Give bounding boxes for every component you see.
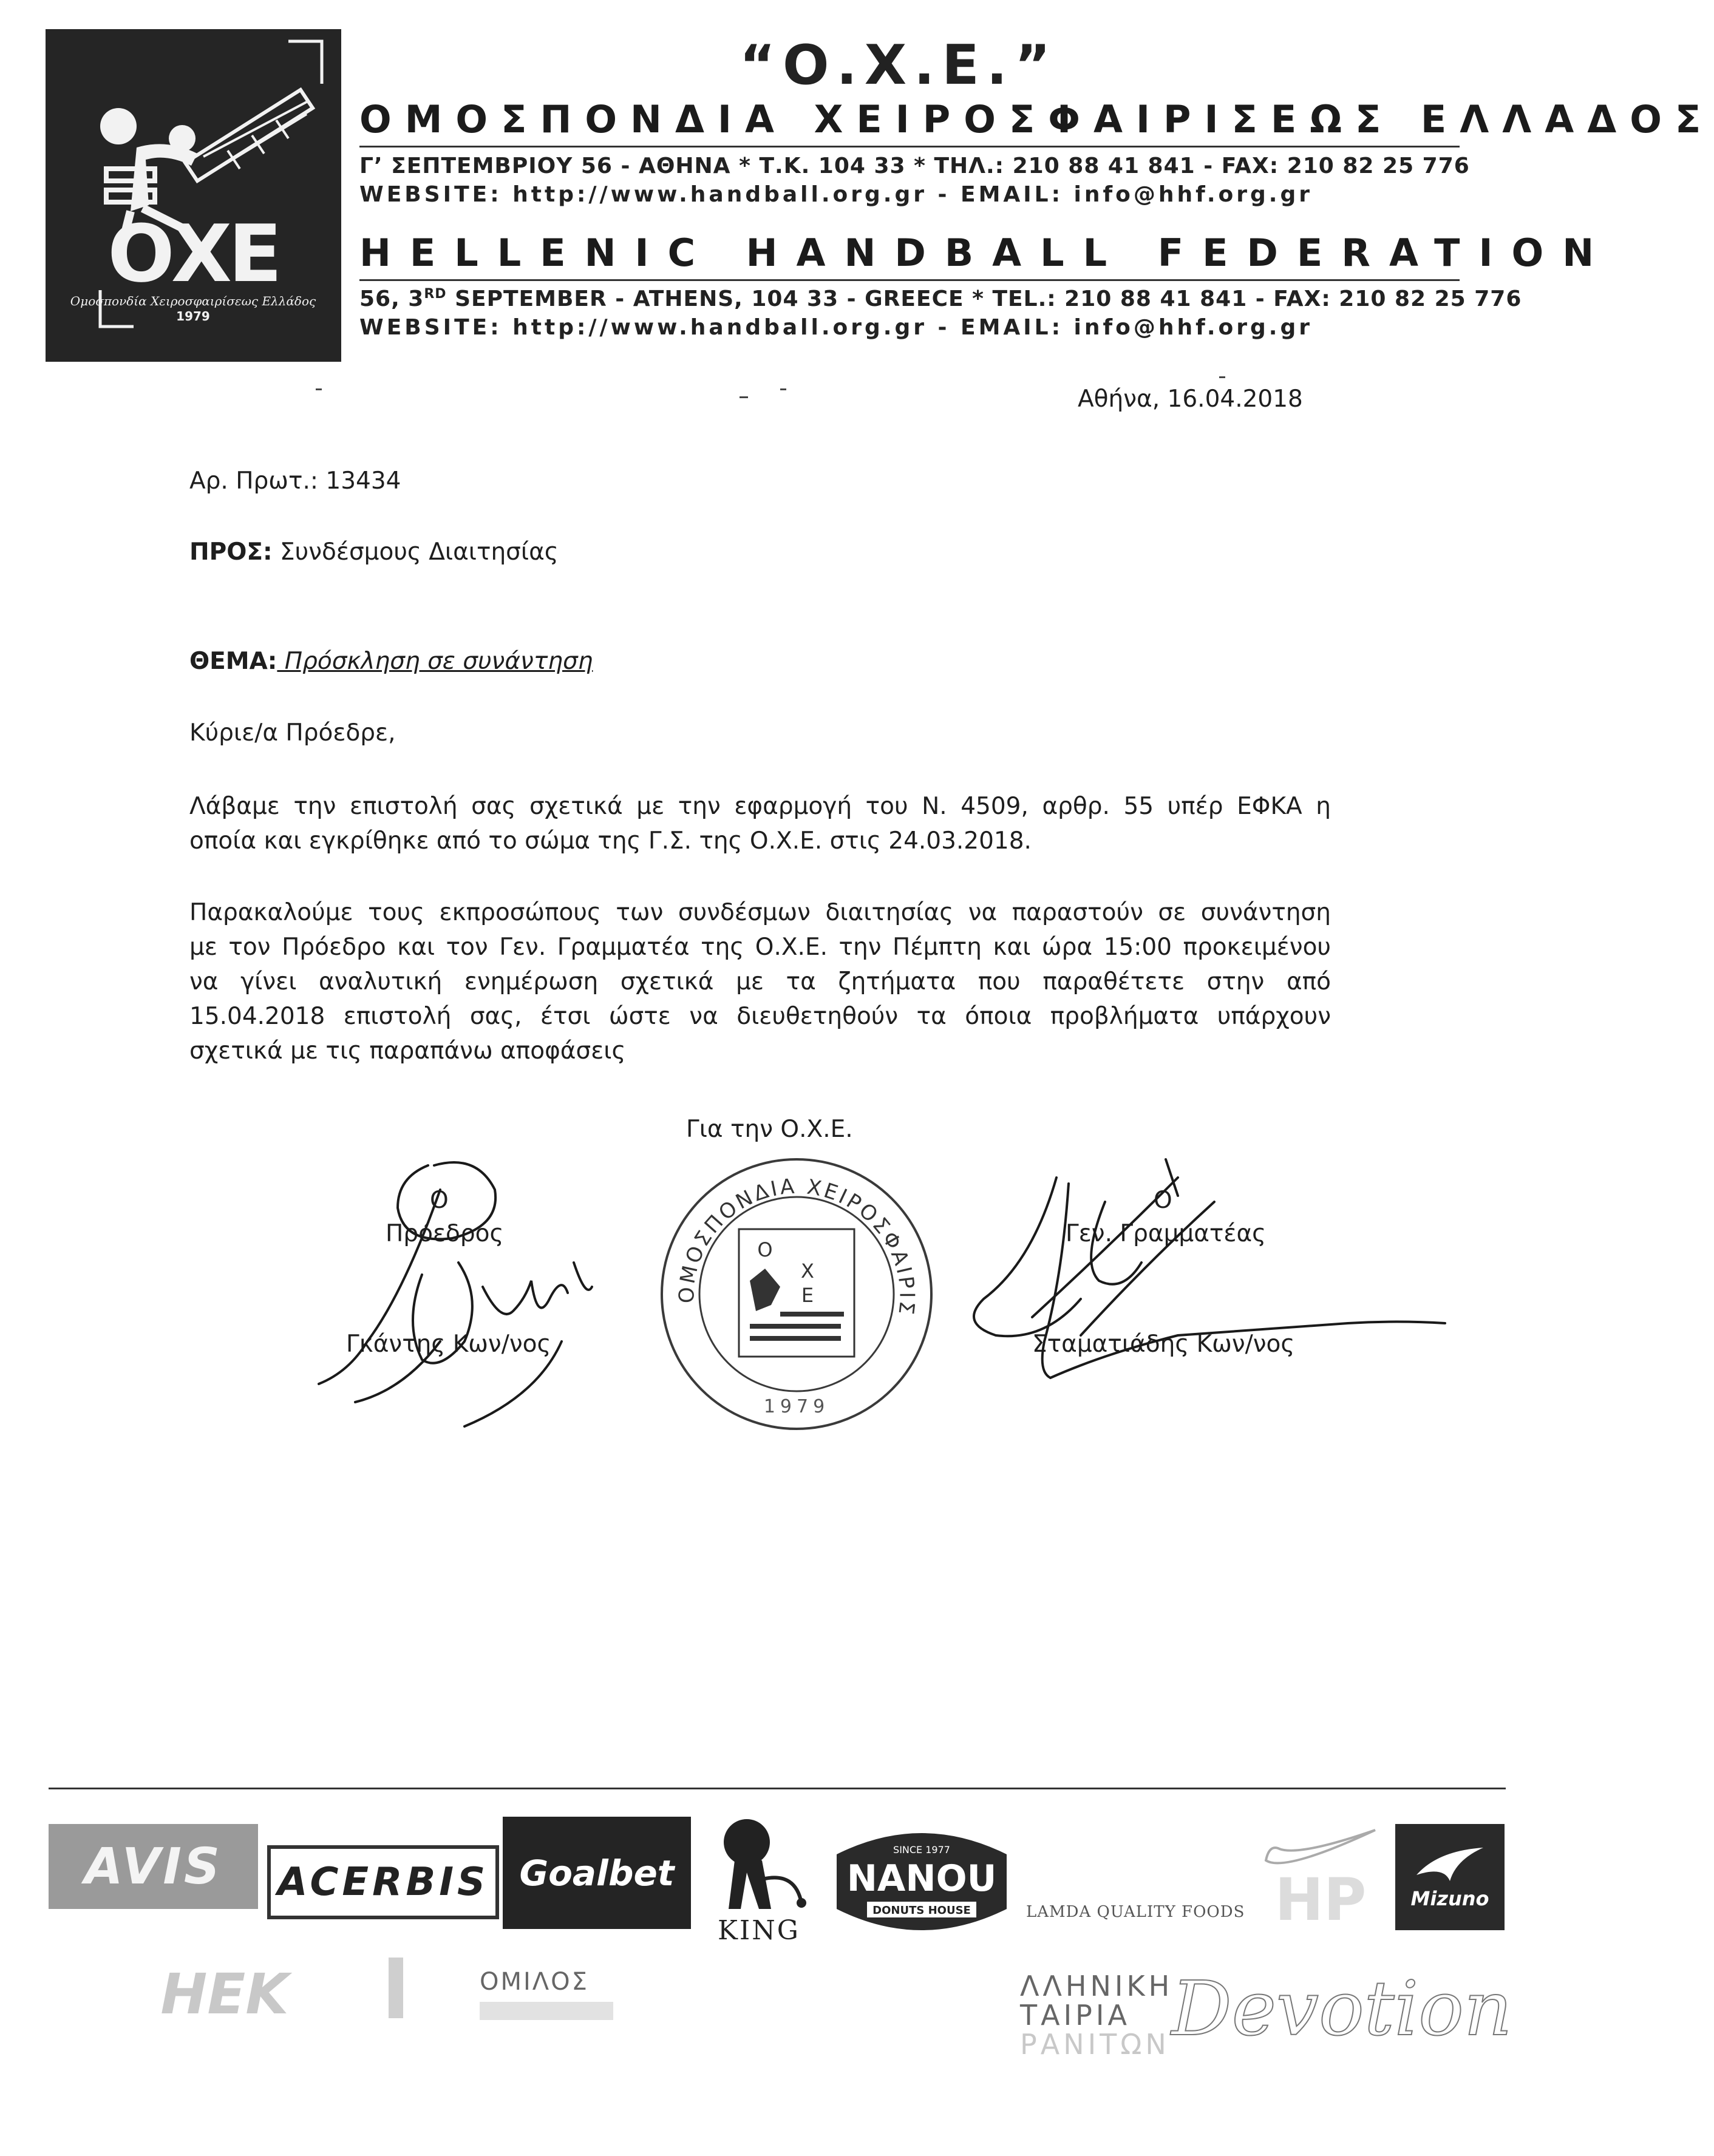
sponsor-hellenic-line: ΤΑΙΡΙΑ <box>1020 1999 1131 2032</box>
paragraph-line: με τον Πρόεδρο και τον Γεν. Γραμματέα της Ο.Χ.Ε. την Πέμπτη και ώρα 15:00 προκειμένου <box>189 934 1331 961</box>
sponsor-devotion: Devotion <box>1171 1965 1512 2053</box>
runbird-icon <box>1413 1845 1486 1887</box>
sponsor-hellenic-line: ΡΑΝΙΤΩΝ <box>1020 2028 1170 2061</box>
sponsor-king <box>704 1812 814 1951</box>
header-rule <box>359 279 1460 281</box>
address-english: 56, 3RD SEPTEMBER - ATHENS, 104 33 - GREECE * TEL.: 210 88 41 841 - FAX: 210 82 25 776 <box>359 286 1522 311</box>
sponsor-hellenic <box>1020 1970 1184 2061</box>
paragraph-acknowledgement <box>189 789 1331 858</box>
scan-speck <box>740 396 748 398</box>
president-name: Γκάντης Κων/νος <box>346 1331 551 1358</box>
org-name-english: HELLENIC HANDBALL FEDERATION <box>359 231 1613 275</box>
header-rule <box>359 146 1460 147</box>
official-stamp <box>659 1156 935 1432</box>
sponsor-omilos-faded <box>480 2002 613 2020</box>
subject-line: ΘΕΜΑ: Πρόσκληση σε συνάντηση <box>189 648 593 675</box>
salutation: Κύριε/α Πρόεδρε, <box>189 719 396 747</box>
scan-speck <box>780 388 786 390</box>
secretary-name: Σταματιάδης Κων/νος <box>1032 1331 1295 1358</box>
address-greek: Γ’ ΣΕΠΤΕΜΒΡΙΟΥ 56 - ΑΘΗΝΑ * Τ.Κ. 104 33 * ΤΗΛ.: 210 88 41 841 - FAX: 210 82 25 776 <box>359 154 1470 178</box>
sponsor-king-label: KING <box>718 1915 800 1946</box>
contact-greek: WEBSITE: http://www.handball.org.gr - EMAIL: info@hhf.org.gr <box>359 182 1313 207</box>
president-title: Πρόεδρος <box>386 1220 504 1247</box>
sponsor-nike <box>1260 1824 1381 1873</box>
paragraph-line: 15.04.2018 επιστολή σας, έτσι ώστε να διευθετηθούν τα όποια προβλήματα υπάρχουν <box>189 1003 1331 1030</box>
scan-speck <box>316 388 322 390</box>
logo-year: 1979 <box>176 309 210 324</box>
stamp-year: 1979 <box>763 1396 830 1417</box>
logo-letters: ΟΧΕ <box>107 208 279 300</box>
sponsor-hek: HEK <box>160 1961 289 2027</box>
paragraph-invitation <box>189 895 1331 1068</box>
sponsor-omilos-mark <box>389 1958 403 2018</box>
secretary-article: Ο <box>1154 1187 1172 1214</box>
sponsor-mizuno-label: Mizuno <box>1410 1886 1489 1910</box>
sponsor-omilos <box>389 1958 625 2030</box>
paragraph-line: οποία και εγκρίθηκε από το σώμα της Γ.Σ. της Ο.Χ.Ε. στις 24.03.2018. <box>189 827 1032 855</box>
contact-english: WEBSITE: http://www.handball.org.gr - EMAIL: info@hhf.org.gr <box>359 315 1313 340</box>
signature-heading: Για την Ο.Χ.Ε. <box>686 1116 853 1143</box>
recipient-line: ΠΡΟΣ: Συνδέσμους Διαιτησίας <box>189 538 559 566</box>
lion-icon <box>704 1812 814 1915</box>
org-name-greek: ΟΜΟΣΠΟΝΔΙΑ ΧΕΙΡΟΣΦΑΙΡΙΣΕΩΣ ΕΛΛΑΔΟΣ <box>359 97 1714 141</box>
sponsor-omilos-label: ΟΜΙΛΟΣ <box>480 1968 589 1996</box>
nanou-tagline: DONUTS HOUSE <box>872 1904 971 1917</box>
sponsor-nanou <box>825 1818 1019 1942</box>
paragraph-line: να γίνει αναλυτική ενημέρωση σχετικά με τα ζητήματα που παραθέτετε στην από <box>189 968 1331 995</box>
nanou-name: NANOU <box>846 1857 997 1900</box>
secretary-signature <box>923 1141 1451 1457</box>
scan-speck <box>1219 376 1225 378</box>
paragraph-line: σχετικά με τις παραπάνω αποφάσεις <box>189 1037 626 1065</box>
sponsor-lamda: LAMDA QUALITY FOODS <box>1026 1903 1245 1921</box>
sponsor-hellenic-line: ΛΛΗΝΙΚΗ <box>1020 1970 1174 2002</box>
sponsor-hp: HP <box>1274 1866 1367 1934</box>
org-short-name: “Ο.Χ.Ε.” <box>739 33 1058 97</box>
stamp-letter: Ε <box>801 1284 814 1307</box>
logo-caption: Ομοσπονδία Χειροσφαιρίσεως Ελλάδος <box>70 294 316 308</box>
stamp-letter: Χ <box>801 1259 814 1283</box>
stamp-letter: Ο <box>757 1238 773 1261</box>
protocol-number: Αρ. Πρωτ.: 13434 <box>189 467 401 495</box>
sponsor-avis: AVIS <box>49 1824 258 1909</box>
sponsor-mizuno <box>1395 1824 1505 1930</box>
paragraph-line: Λάβαμε την επιστολή σας σχετικά με την εφαρμογή του Ν. 4509, αρθρ. 55 υπέρ ΕΦΚΑ η <box>189 793 1331 820</box>
paragraph-line: Παρακαλούμε τους εκπροσώπους των συνδέσμων διαιτησίας να παραστούν σε συνάντηση <box>189 899 1331 926</box>
president-signature <box>282 1141 622 1457</box>
footer-rule <box>49 1788 1506 1789</box>
secretary-title: Γεν. Γραμματέας <box>1066 1220 1267 1247</box>
federation-logo <box>46 29 341 362</box>
svg-text:ΟΜΟΣΠΟΝΔΙΑ ΧΕΙΡΟΣΦΑΙΡΙΣΕΩΣ ΕΛΛ <box>659 1156 919 1318</box>
president-article: Ο <box>430 1187 449 1214</box>
stamp-ring-text: ΟΜΟΣΠΟΝΔΙΑ ΧΕΙΡΟΣΦΑΙΡΙΣ <box>675 1174 919 1318</box>
sponsor-acerbis: ACERBIS <box>267 1845 499 1919</box>
letter-date: Αθήνα, 16.04.2018 <box>1078 385 1303 413</box>
nanou-since: SINCE 1977 <box>893 1844 950 1856</box>
sponsor-goalbet: Goalbet <box>503 1817 691 1929</box>
swoosh-icon <box>1260 1824 1381 1873</box>
